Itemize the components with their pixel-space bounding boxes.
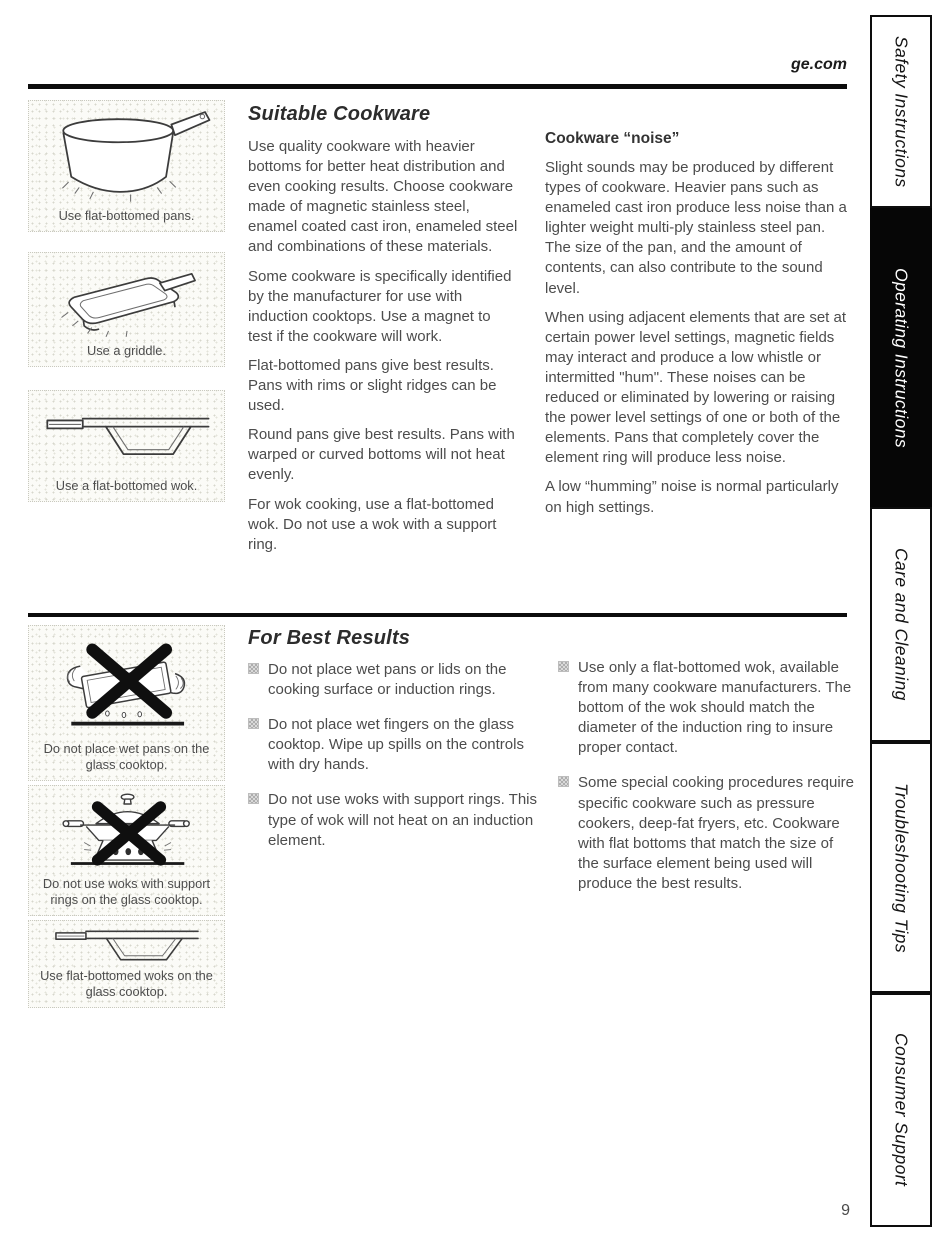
figure-caption: Do not use woks with support rings on the glass cooktop. — [42, 876, 211, 908]
tab-care-and-cleaning — [870, 507, 932, 742]
bullet-item — [558, 658, 858, 758]
bullet-text: Some special cooking procedures require specific cookware such as pressure cookers, deep-fat fryers, etc. Cookware with flat bottoms that match the size of the surface element being used will produce the best results. — [578, 774, 854, 892]
tab-troubleshooting-tips — [870, 742, 932, 993]
suitable-cookware-section — [248, 103, 518, 564]
section-title-best-results: For Best Results — [248, 627, 411, 649]
bullet-item — [248, 790, 546, 850]
figure-wet-pan-crossed — [28, 625, 225, 781]
figure-caption: Do not place wet pans on the glass cooktop. — [43, 741, 210, 773]
section-divider-rule — [28, 613, 847, 617]
paragraph: Slight sounds may be produced by different types of cookware. Heavier pans such as enameled cast iron produce less noise than a lighter weight multi-ply stainless steel pan. The size of the pan, and the amount of contents, can also contribute to the sound level. — [545, 159, 847, 297]
figure-flat-bottomed-pan — [28, 100, 225, 232]
square-bullet-icon — [248, 718, 259, 729]
paragraph: For wok cooking, use a flat-bottomed wok. Do not use a wok with a support ring. — [248, 495, 497, 553]
bullet-item — [558, 773, 858, 894]
figure-support-ring-wok-crossed — [28, 785, 225, 916]
header-rule — [28, 84, 847, 89]
tab-label: Safety Instructions — [891, 35, 912, 188]
bullet-text: Do not use woks with support rings. This type of wok will not heat on an induction element. — [268, 791, 538, 849]
flat-wok-glass-icon — [42, 925, 210, 966]
section-title: Suitable Cookware — [248, 103, 431, 125]
subsection-title: Cookware “noise” — [545, 130, 680, 147]
bullet-text: Do not place wet pans or lids on the cooking surface or induction rings. — [268, 661, 507, 699]
tab-consumer-support — [870, 993, 932, 1227]
best-results-bullets-right — [558, 658, 858, 909]
square-bullet-icon — [558, 776, 569, 787]
figure-flat-bottomed-wok — [28, 390, 225, 502]
tab-label: Troubleshooting Tips — [891, 782, 912, 953]
bullet-item — [248, 660, 546, 700]
best-results-bullets-left — [248, 660, 546, 866]
paragraph: A low “humming” noise is normal particularly on high settings. — [545, 478, 839, 516]
square-bullet-icon — [248, 793, 259, 804]
figure-caption: Use flat-bottomed woks on the glass cooktop. — [40, 968, 213, 1000]
flat-wok-icon — [42, 395, 210, 476]
tab-label: Consumer Support — [891, 1033, 912, 1187]
page-number: 9 — [841, 1202, 850, 1219]
paragraph: Use quality cookware with heavier bottoms for better heat distribution and even cooking results. Choose cookware made of magnetic stainless steel, enamel coated cast iron, enameled steel and combinations of these materials. — [248, 138, 518, 256]
bullet-text: Use only a flat-bottomed wok, available from many cookware manufacturers. The bottom of the wok should match the diameter of the induction ring to insure proper contact. — [578, 659, 852, 757]
cookware-noise-section — [545, 130, 851, 527]
paragraph: When using adjacent elements that are set at certain power level settings, magnetic fields may interact and produce a low whistle or intermitted "hum". These noises can be reduced or eliminated by lowering or raising the power level settings of one or both of the elements. Pans that completely cover the element ring will produce less noise. — [545, 308, 847, 467]
griddle-icon — [42, 257, 210, 341]
figure-caption: Use a griddle. — [87, 343, 166, 359]
square-bullet-icon — [248, 663, 259, 674]
figure-caption: Use a flat-bottomed wok. — [55, 478, 198, 494]
bullet-text: Do not place wet fingers on the glass cooktop. Wipe up spills on the controls with dry hands. — [268, 716, 524, 774]
figure-caption: Use flat-bottomed pans. — [58, 208, 195, 224]
paragraph: Round pans give best results. Pans with warped or curved bottoms will not heat evenly. — [248, 426, 515, 484]
support-ring-wok-x-icon — [42, 790, 210, 874]
tab-safety-instructions — [870, 15, 932, 208]
figure-flat-wok-on-glass — [28, 920, 225, 1008]
saucepan-icon — [42, 105, 210, 206]
square-bullet-icon — [558, 661, 569, 672]
tab-operating-instructions — [870, 208, 932, 507]
paragraph: Flat-bottomed pans give best results. Pans with rims or slight ridges can be used. — [248, 356, 497, 415]
paragraph: Some cookware is specifically identified by the manufacturer for use with induction cooktops. Use a magnet to test if the cookware will work. — [248, 267, 512, 345]
wet-pan-x-icon — [42, 630, 210, 739]
tab-label: Operating Instructions — [891, 267, 912, 448]
figure-griddle — [28, 252, 225, 367]
tab-label: Care and Cleaning — [891, 548, 912, 701]
site-url: ge.com — [790, 56, 847, 73]
bullet-item — [248, 715, 546, 775]
